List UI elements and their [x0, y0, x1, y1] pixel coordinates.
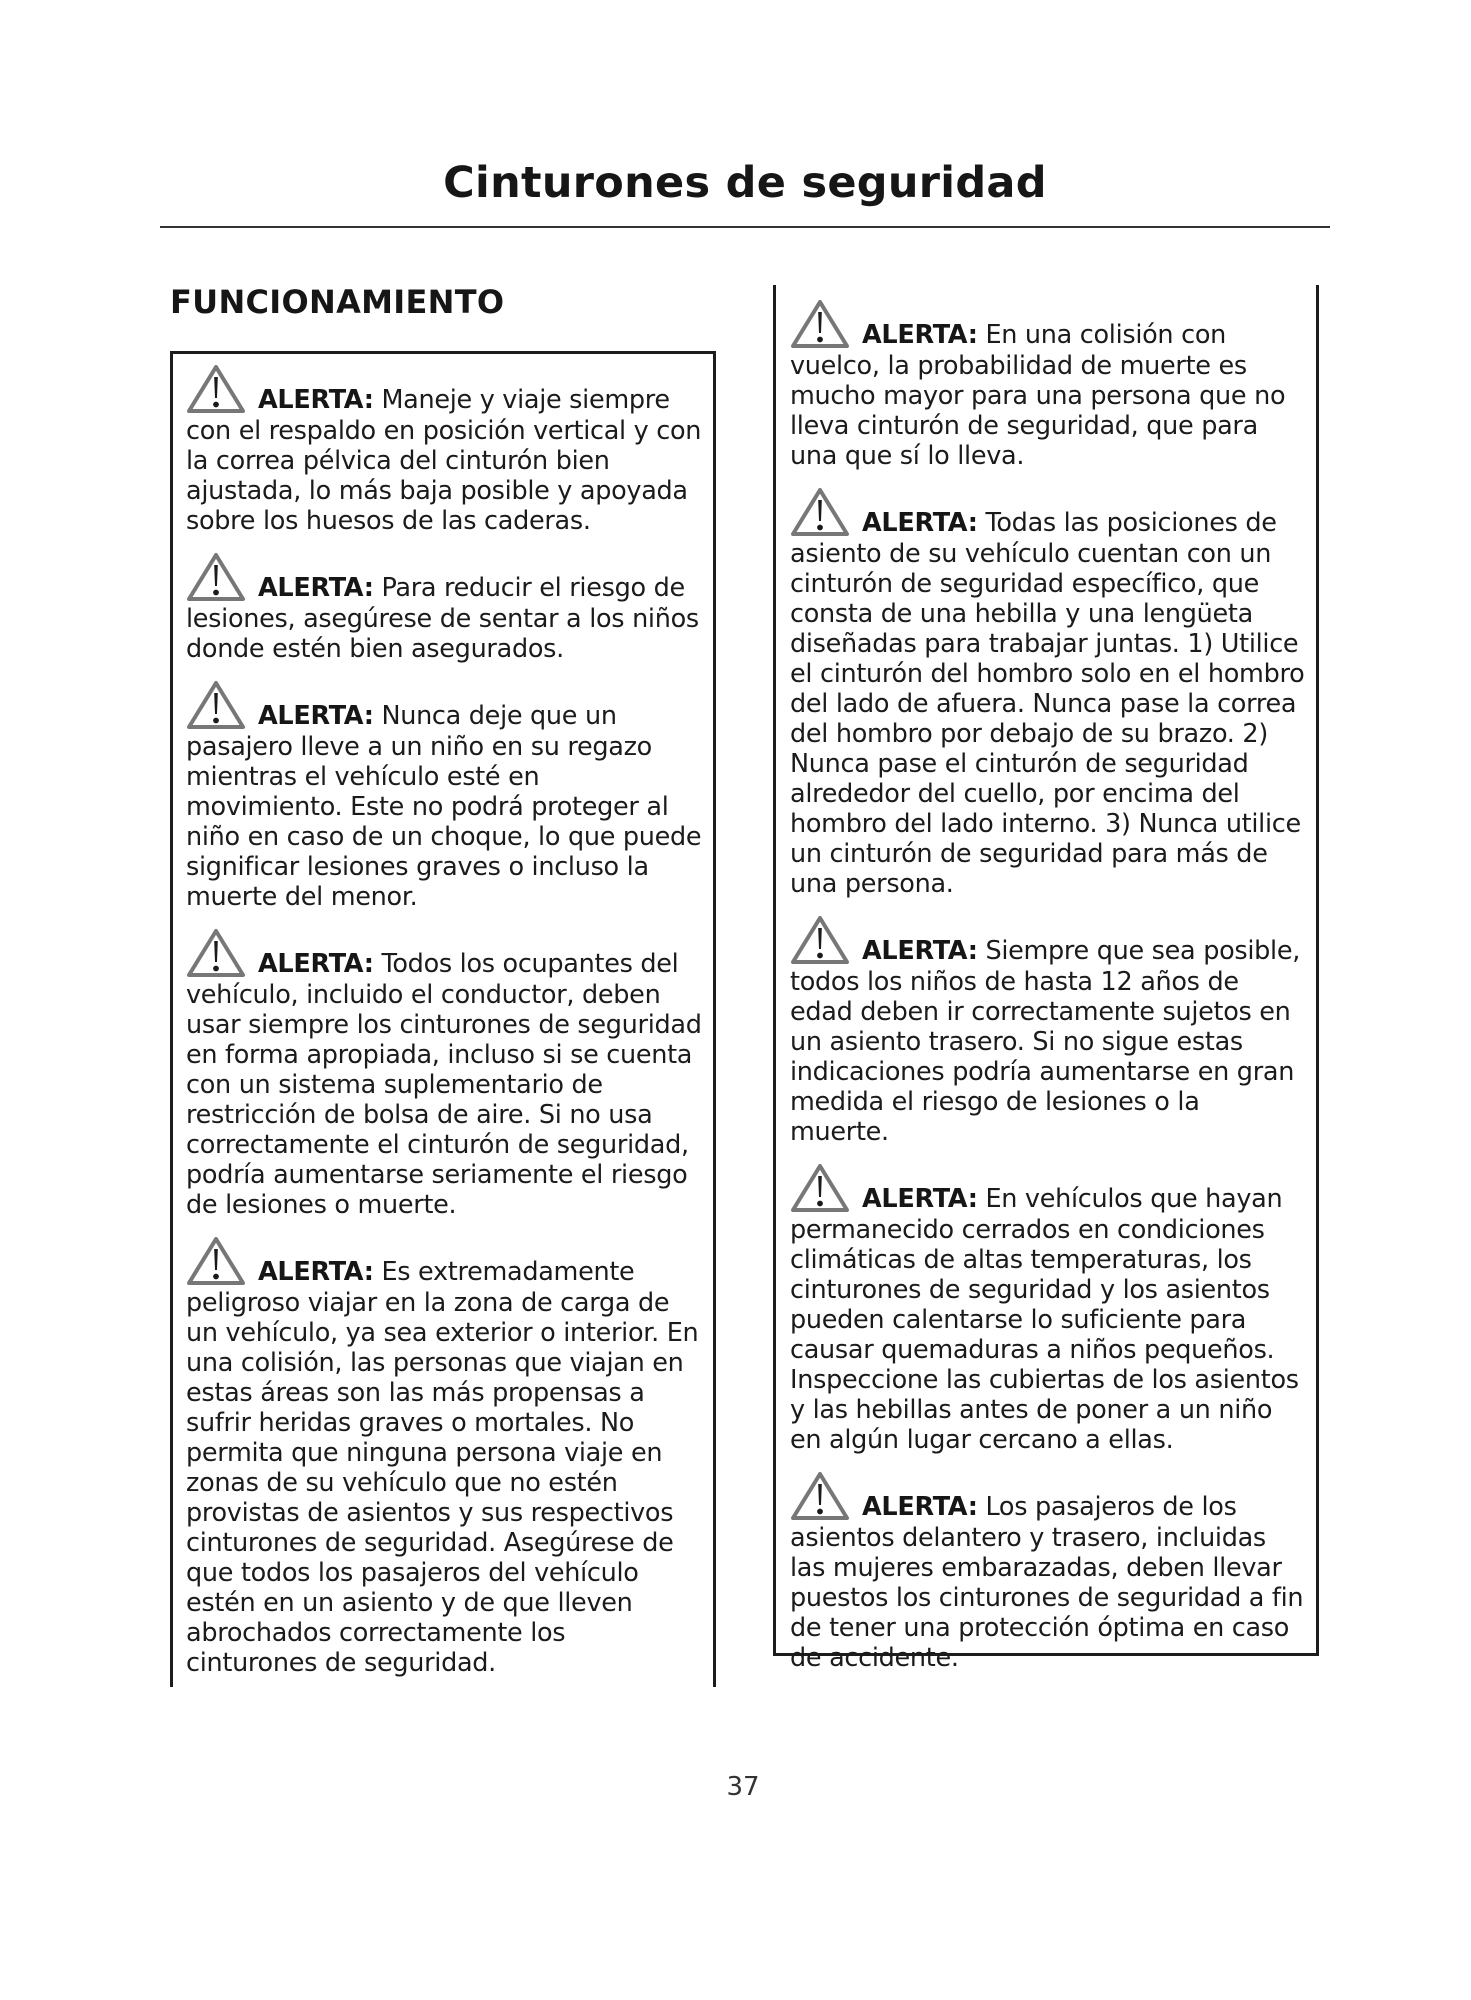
alert-label: ALERTA: — [862, 936, 978, 966]
alert-paragraph-5 — [790, 1471, 1306, 1673]
alert-text: Siempre que sea posible, todos los niños de hasta 12 años de edad deben ir correctamente sujetos en un asiento trasero. Si no sigue estas indicaciones podría aumentarse en gran medida el riesgo de lesiones o la muerte. — [790, 936, 1301, 1147]
left-alert-list — [173, 354, 713, 1678]
alert-label: ALERTA: — [258, 701, 374, 731]
alert-label: ALERTA: — [258, 385, 374, 415]
alert-paragraph-3 — [790, 915, 1306, 1147]
right-alert-box — [773, 285, 1319, 1673]
alert-paragraph-4 — [186, 928, 703, 1220]
warning-triangle-icon — [186, 680, 246, 730]
alert-text: Todas las posiciones de asiento de su vehículo cuentan con un cinturón de seguridad específico, que consta de una hebilla y una lengüeta diseñadas para trabajar juntas. 1) Utilice el cinturón del hombro solo en el hombro del lado de afuera. Nunca pase la correa del hombro por debajo de su brazo. 2) Nunca pase el cinturón de seguridad alrededor del cuello, por encima del hombro del lado interno. 3) Nunca utilice un cinturón de seguridad para más de una persona. — [790, 508, 1305, 899]
warning-triangle-icon — [790, 1163, 850, 1213]
alert-text: En vehículos que hayan permanecido cerrados en condiciones climáticas de altas temperaturas, los cinturones de seguridad y los asientos pueden calentarse lo suficiente para causar quemaduras a niños pequeños. Inspeccione las cubiertas de los asientos y las hebillas antes de poner a un niño en algún lugar cercano a ellas. — [790, 1184, 1299, 1455]
alert-paragraph-4 — [790, 1163, 1306, 1455]
alert-paragraph-2 — [790, 487, 1306, 899]
alert-text: Para reducir el riesgo de lesiones, asegúrese de sentar a los niños donde estén bien asegurados. — [186, 573, 699, 664]
alert-text: En una colisión con vuelco, la probabilidad de muerte es mucho mayor para una persona que no lleva cinturón de seguridad, que para una que sí lo lleva. — [790, 320, 1286, 471]
section-heading: FUNCIONAMIENTO — [170, 283, 505, 321]
warning-triangle-icon — [790, 487, 850, 537]
title-divider — [160, 226, 1330, 228]
alert-text: Todos los ocupantes del vehículo, incluido el conductor, deben usar siempre los cinturones de seguridad en forma apropiada, incluso si se cuenta con un sistema suplementario de restricción de bolsa de aire. Si no usa correctamente el cinturón de seguridad, podría aumentarse seriamente el riesgo de lesiones o muerte. — [186, 949, 702, 1220]
alert-label: ALERTA: — [258, 949, 374, 979]
right-alert-list — [776, 285, 1316, 1673]
alert-label: ALERTA: — [862, 1492, 978, 1522]
alert-label: ALERTA: — [258, 1257, 374, 1287]
warning-triangle-icon — [186, 364, 246, 414]
alert-label: ALERTA: — [862, 320, 978, 350]
alert-paragraph-1 — [790, 299, 1306, 471]
alert-label: ALERTA: — [862, 1184, 978, 1214]
alert-paragraph-1 — [186, 364, 703, 536]
warning-triangle-icon — [790, 299, 850, 349]
alert-paragraph-5 — [186, 1236, 703, 1678]
alert-text: Los pasajeros de los asientos delantero y trasero, incluidas las mujeres embarazadas, deben llevar puestos los cinturones de seguridad a fin de tener una protección óptima en caso de accidente. — [790, 1492, 1304, 1673]
alert-text: Nunca deje que un pasajero lleve a un niño en su regazo mientras el vehículo esté en movimiento. Este no podrá proteger al niño en caso de un choque, lo que puede significar lesiones graves o incluso la muerte del menor. — [186, 701, 702, 912]
left-alert-box — [170, 351, 716, 1687]
alert-paragraph-3 — [186, 680, 703, 912]
alert-label: ALERTA: — [258, 573, 374, 603]
alert-text: Es extremadamente peligroso viajar en la zona de carga de un vehículo, ya sea exterior o interior. En una colisión, las personas que viajan en estas áreas son las más propensas a sufrir heridas graves o mortales. No permita que ninguna persona viaje en zonas de su vehículo que no estén provistas de asientos y sus respectivos cinturones de seguridad. Asegúrese de que todos los pasajeros del vehículo estén en un asiento y de que lleven abrochados correctamente los cinturones de seguridad. — [186, 1257, 699, 1678]
alert-label: ALERTA: — [862, 508, 978, 538]
alert-paragraph-2 — [186, 552, 703, 664]
page-number: 37 — [726, 1772, 760, 1802]
warning-triangle-icon — [790, 1471, 850, 1521]
warning-triangle-icon — [186, 928, 246, 978]
warning-triangle-icon — [186, 552, 246, 602]
alert-text: Maneje y viaje siempre con el respaldo en posición vertical y con la correa pélvica del cinturón bien ajustada, lo más baja posible y apoyada sobre los huesos de las caderas. — [186, 385, 702, 536]
warning-triangle-icon — [790, 915, 850, 965]
warning-triangle-icon — [186, 1236, 246, 1286]
page-title: Cinturones de seguridad — [443, 158, 1047, 208]
